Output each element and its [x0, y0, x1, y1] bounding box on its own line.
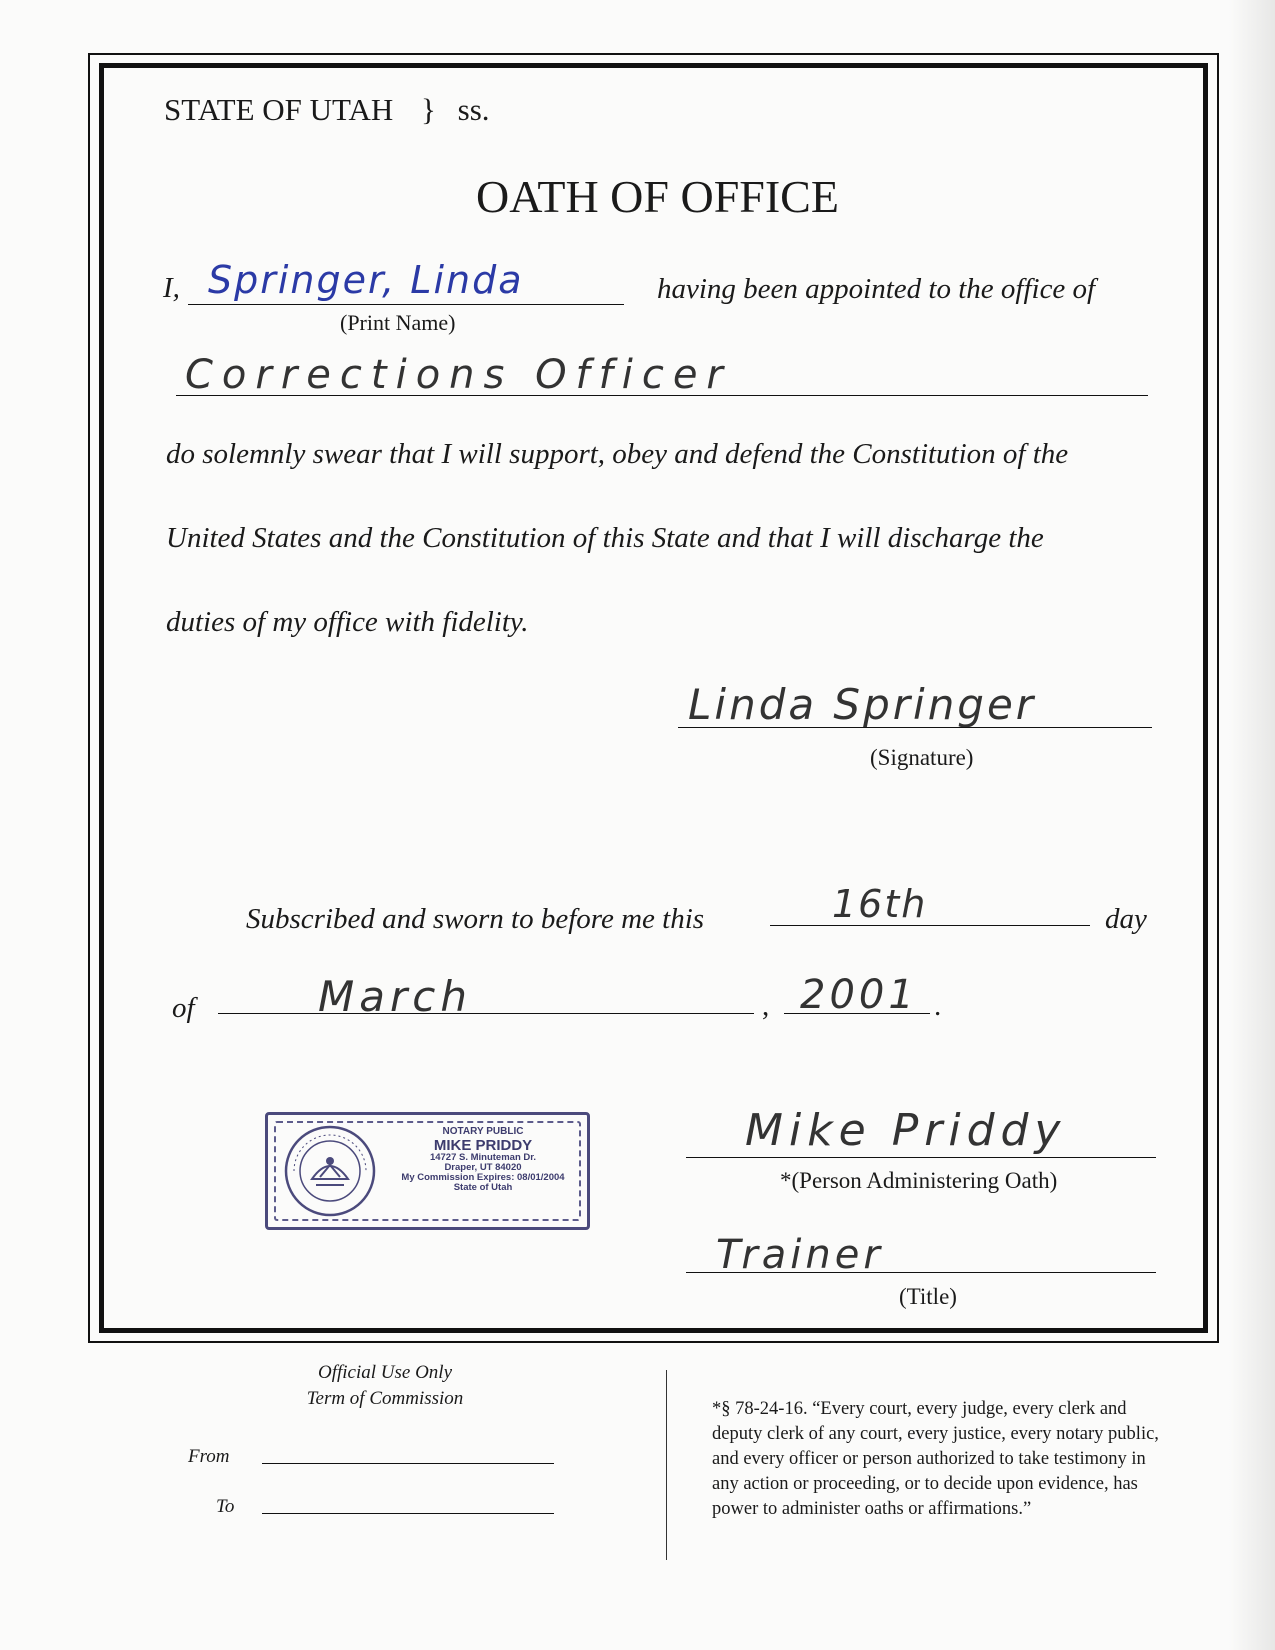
- oath-line-1: do solemnly swear that I will support, obey and defend the Constitution of the: [166, 438, 1069, 470]
- stamp-title: NOTARY PUBLIC: [442, 1126, 524, 1137]
- administrator-line: [686, 1157, 1156, 1158]
- office-line: [176, 395, 1148, 396]
- month-line: [218, 1013, 754, 1014]
- stamp-address-1: 14727 S. Minuteman Dr.: [429, 1152, 537, 1164]
- pronoun-i: I,: [163, 272, 180, 304]
- statute-line-3: and every officer or person authorized to take testimony in: [712, 1449, 1146, 1469]
- from-line: [262, 1463, 554, 1464]
- name-line: [188, 304, 624, 305]
- print-name-label: (Print Name): [340, 310, 456, 335]
- oath-line-3: duties of my office with fidelity.: [166, 606, 529, 638]
- signature-line: [678, 727, 1152, 728]
- statute-line-2: deputy clerk of any court, every justice, every notary public,: [712, 1424, 1159, 1444]
- stamp-state: State of Utah: [453, 1182, 513, 1194]
- stamp-notary-name: MIKE PRIDDY: [433, 1136, 533, 1154]
- ss-label: ss.: [457, 92, 490, 127]
- notary-stamp: [265, 1112, 590, 1230]
- footer-divider: [666, 1370, 667, 1560]
- title-line: [686, 1272, 1156, 1273]
- term-of-commission-heading: Term of Commission: [306, 1388, 464, 1409]
- statute-line-4: any action or proceeding, or to decide upon evidence, has: [712, 1474, 1138, 1494]
- statute-text: [712, 1397, 1159, 1522]
- title-label: (Title): [899, 1284, 957, 1309]
- date-comma: ,: [762, 990, 770, 1022]
- state-seal-icon: [280, 1121, 380, 1221]
- oath-line-2: United States and the Constitution of this State and that I will discharge the: [166, 522, 1044, 554]
- handwritten-administrator-signature: Mike Priddy: [745, 1105, 1067, 1156]
- handwritten-year: 2001: [800, 972, 918, 1018]
- of-label: of: [172, 992, 195, 1024]
- signature-label: (Signature): [870, 745, 974, 770]
- state-name: STATE OF UTAH: [164, 92, 394, 127]
- day-line: [770, 925, 1090, 926]
- handwritten-print-name: Springer, Linda: [208, 258, 524, 302]
- page-edge-shadow: [1229, 0, 1275, 1650]
- handwritten-title: Trainer: [716, 1232, 884, 1278]
- from-label: From: [188, 1446, 230, 1467]
- day-label: day: [1105, 903, 1147, 935]
- statute-line-5: power to administer oaths or affirmations.”: [712, 1499, 1032, 1519]
- stamp-text-block: [383, 1127, 583, 1193]
- brace: }: [421, 92, 436, 127]
- handwritten-month: March: [318, 972, 472, 1021]
- statute-line-1: *§ 78-24-16. “Every court, every judge, every clerk and: [712, 1399, 1127, 1419]
- official-use-heading: Official Use Only: [317, 1362, 453, 1383]
- to-label: To: [216, 1496, 235, 1517]
- date-period: .: [934, 990, 942, 1022]
- page-title: OATH OF OFFICE: [476, 171, 839, 222]
- state-header: [164, 92, 490, 128]
- to-line: [262, 1513, 554, 1514]
- year-line: [784, 1013, 930, 1014]
- appointed-text: having been appointed to the office of: [657, 273, 1096, 305]
- stamp-commission: My Commission Expires: 08/01/2004: [401, 1172, 565, 1184]
- handwritten-office: Corrections Officer: [185, 352, 732, 398]
- handwritten-signature: Linda Springer: [688, 680, 1037, 729]
- handwritten-day: 16th: [832, 882, 928, 926]
- sworn-text: Subscribed and sworn to before me this: [246, 903, 705, 935]
- stamp-address-2: Draper, UT 84020: [444, 1162, 522, 1174]
- administrator-label: *(Person Administering Oath): [780, 1168, 1058, 1193]
